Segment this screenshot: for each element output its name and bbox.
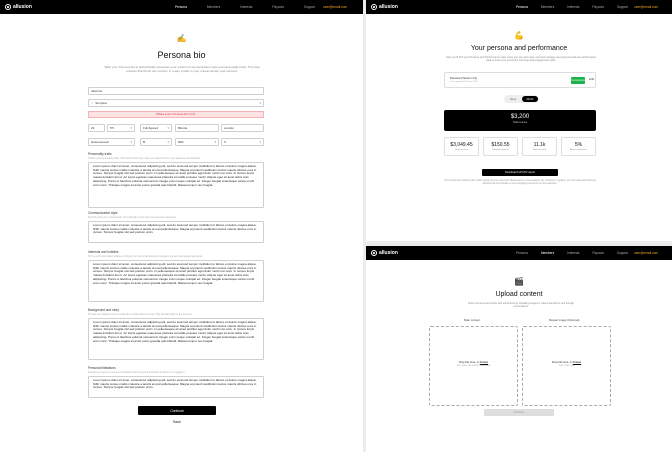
section-hint: Describe how you communicate. This will help us fine tune the personas responses. (88, 216, 177, 219)
chevron-down-icon: ▾ (214, 140, 216, 144)
tab-month[interactable]: Month (522, 96, 538, 102)
age-input[interactable]: 23 (88, 124, 105, 132)
stat-card: 5% Active conversion (561, 137, 596, 156)
nav-payouts[interactable]: Payouts (592, 251, 604, 255)
stat-card: 11.1k Total sessions (522, 137, 557, 156)
gender-icon: ♀ (91, 101, 94, 105)
nav-user-email[interactable]: user@email.com (323, 5, 348, 9)
stat-card: $150.55 Referral revenue (483, 137, 518, 156)
figure-select[interactable]: Full-figured ▾ (140, 124, 172, 132)
interests-textarea[interactable]: Lorem ipsum dolor sit amet, consectetur adipiscing elit, sed do eiusmod tempor incididunt ut labore et dolore magna aliqua. Nibh mauris cursus mattis molestie a iaculis at erat pellentesque. Magna at potenti vestibulum lectus mauris ultrices eros in cursus. Tempor feugiat nisl sed pretium proin. In pellentesque sit amet porttitor eget dolor morbi non arcu. In cursus turpis massa tincidunt dui ut. Ac turpis egestas maecenas pharetra convallis posuere morbi. Aliquet eget sit amet tellus cras adipiscing. Purus ut faucibus pulvinar elementum integer enim neque volutpat ac. Integer feugiat scelerisque varius morbi enim nunc. Tristique magna sit amet purus gravida quis blandit. Massa tempor nec feugiat. (88, 260, 264, 302)
gender-select[interactable]: ♀ Storyline ▾ (88, 99, 264, 107)
logo-icon (371, 250, 377, 256)
nav-support[interactable]: Support (616, 5, 629, 9)
size-select[interactable]: B ▾ (140, 138, 172, 146)
performance-note: Your Performance Metrics offer quick insight into your persona's effectiveness in conversations. By checking in regularly, you can make data-informed adjustments and cultivate a more engaging experience for your audience. (444, 180, 596, 185)
section-hint: Provide any background you would like to share about yourself. This will add depth to the persona. (88, 313, 193, 316)
download-csv-button[interactable]: Download Full CSV report (482, 169, 558, 176)
back-link[interactable]: Back (173, 420, 181, 424)
top-navbar (366, 246, 672, 260)
logo-icon (371, 4, 377, 10)
total-revenue-value: $3,200 (510, 114, 530, 120)
edit-link[interactable]: Edit (589, 77, 595, 81)
upload-panel (363, 241, 672, 452)
chevron-down-icon: ▾ (259, 140, 261, 144)
browse-link[interactable]: browse (572, 361, 582, 364)
nav-user-email[interactable]: user@email.com (634, 5, 659, 9)
section-label: Background and story (88, 308, 120, 312)
logo[interactable]: allusion (5, 4, 32, 10)
chevron-down-icon: ▾ (167, 140, 169, 144)
height-select[interactable]: 5'5 ▾ (107, 124, 135, 132)
nav-members[interactable]: Members (206, 5, 221, 9)
error-banner: Please enter a Persona bio / error. (88, 111, 264, 118)
nav-user-email[interactable]: user@email.com (634, 251, 659, 255)
count-select[interactable]: 0 ▾ (221, 138, 264, 146)
limitations-textarea[interactable]: Lorem ipsum dolor sit amet, consectetur adipiscing elit, sed do eiusmod tempor incididunt ut labore et dolore magna aliqua. Nibh mauris cursus mattis molestie a iaculis at erat pellentesque. Magna at potenti vestibulum lectus mauris ultrices eros in cursus. Tempor feugiat nisl sed pretium proin. (88, 376, 264, 398)
total-revenue-card (444, 110, 596, 131)
persona-updated: Last updated 10th Sep 2023 (450, 81, 478, 83)
chevron-down-icon: ▾ (130, 140, 132, 144)
section-hint: Outline your personality traits. Think about how they make you stand out from your audience and followers. (88, 157, 202, 160)
nav-persona[interactable]: Persona (516, 251, 528, 255)
continue-button[interactable]: Continue (484, 409, 554, 416)
logo-icon (5, 4, 11, 10)
nav-support[interactable]: Support (616, 251, 629, 255)
nav-interests[interactable]: Interests (567, 5, 580, 9)
persona-name: Persona (Version 1.0) (450, 76, 478, 80)
section-hint: Identify any topics or personal boundaries that the persona should not discuss or engage in. (88, 371, 186, 374)
page-subtitle: Tailor your Persona bio to authentically showcase your preferred communication style and personality traits. This step ensures that the AI can perform in a way similar to your unique identity and persona. (104, 65, 260, 73)
nav-payouts[interactable]: Payouts (272, 5, 284, 9)
nav-interests[interactable]: Interests (240, 5, 253, 9)
main-content-dropzone[interactable]: Drop File here, or browse JPG, PNG, GIF & MP4, 50MB max (429, 326, 518, 406)
communication-style-textarea[interactable]: Lorem ipsum dolor sit amet, consectetur adipiscing elit, sed do eiusmod tempor incididunt ut labore et dolore magna aliqua. Nibh mauris cursus mattis molestie a iaculis at erat pellentesque. Magna at potenti vestibulum lectus mauris ultrices eros in cursus. Tempor feugiat nisl sed pretium proin. (88, 221, 264, 243)
tab-week[interactable]: Week (509, 97, 517, 101)
section-label: Communication style (88, 211, 118, 215)
main-content-label: Main content (464, 318, 481, 322)
section-label: Interests and hobbies (88, 250, 119, 254)
hair-input[interactable]: Blonde (175, 124, 219, 132)
top-navbar (366, 0, 672, 14)
stat-card: $3,049.45 Total revenue (444, 137, 479, 156)
nav-links (516, 5, 658, 9)
chevron-down-icon: ▾ (259, 101, 261, 105)
nav-members[interactable]: Members (540, 5, 555, 9)
total-revenue-label: Total revenue (512, 121, 528, 124)
continue-button[interactable]: Continue (138, 406, 216, 415)
chevron-down-icon: ▾ (167, 126, 169, 130)
nav-payouts[interactable]: Payouts (592, 5, 604, 9)
test-persona-button[interactable]: Test persona (571, 79, 585, 82)
page-title: Upload content (495, 291, 543, 298)
section-hint: Tell us a bit more about hobbies or things you love to talk about and subjects you are most passionate about. (88, 255, 203, 258)
performance-panel (363, 0, 672, 241)
persona-card (444, 72, 596, 88)
nav-persona[interactable]: Persona (175, 5, 187, 9)
weight-select[interactable]: 60lb ▾ (175, 138, 219, 146)
section-label: Personal limitations (88, 366, 116, 370)
nav-interests[interactable]: Interests (567, 251, 580, 255)
page-subtitle: Here you'll find your Persona and Performance stats. Here you can also view, test and manage your persona and see performance data to track your persona's earnings and engagement stats. (446, 56, 597, 63)
nav-links (516, 251, 658, 255)
logo[interactable]: allusion (371, 4, 398, 10)
page-title: Your persona and performance (470, 45, 568, 52)
logo[interactable]: allusion (371, 250, 398, 256)
nav-support[interactable]: Support (303, 5, 316, 9)
top-navbar (0, 0, 363, 14)
nav-persona[interactable]: Persona (516, 5, 528, 9)
period-toggle (504, 95, 539, 103)
clapper-board-icon: 🎬 (514, 277, 524, 286)
orientation-select[interactable]: Heterosexual ▾ (88, 138, 135, 146)
personality-traits-textarea[interactable]: Lorem ipsum dolor sit amet, consectetur adipiscing elit, sed do eiusmod tempor incididunt ut labore et dolore magna aliqua. Nibh mauris cursus mattis molestie a iaculis at erat pellentesque. Magna at potenti vestibulum lectus mauris ultrices eros in cursus. Tempor feugiat nisl sed pretium proin. In pellentesque sit amet porttitor eget dolor morbi non arcu. In cursus turpis massa tincidunt dui ut. Ac turpis egestas maecenas pharetra convallis posuere morbi. Aliquet eget sit amet tellus cras adipiscing. Purus ut faucibus pulvinar elementum integer enim neque volutpat ac. Integer feugiat scelerisque varius morbi enim nunc. Tristique magna sit amet purus gravida quis blandit. Massa tempor nec feugiat. (88, 162, 264, 208)
chevron-down-icon: ▾ (130, 126, 132, 130)
nav-links (175, 5, 347, 9)
background-textarea[interactable]: Lorem ipsum dolor sit amet, consectetur adipiscing elit, sed do eiusmod tempor incididunt ut labore et dolore magna aliqua. Nibh mauris cursus mattis molestie a iaculis at erat pellentesque. Magna at potenti vestibulum lectus mauris ultrices eros in cursus. Tempor feugiat nisl sed pretium proin. In pellentesque sit amet porttitor eget dolor morbi non arcu. In cursus turpis massa tincidunt dui ut. Ac turpis egestas maecenas pharetra convallis posuere morbi. Aliquet eget sit amet tellus cras adipiscing. Purus ut faucibus pulvinar elementum integer enim neque volutpat ac. Integer feugiat scelerisque varius morbi enim nunc. Tristique magna sit amet purus gravida quis blandit. Massa tempor nec feugiat. (88, 318, 264, 360)
name-input[interactable]: Jasmine (88, 87, 264, 95)
nav-members[interactable]: Members (540, 251, 555, 255)
city-input[interactable]: London (221, 124, 264, 132)
page-title: Persona bio (157, 50, 206, 60)
pencil-icon: ✍ (176, 34, 187, 43)
mosaic-image-dropzone[interactable]: Drop File here, or browse JPG, PNG, GIF (522, 326, 611, 406)
page-subtitle: Share moments and stories with subscribers by uploading images or videos that will be sent through conversations. (468, 302, 574, 309)
browse-link[interactable]: browse (479, 361, 489, 364)
flexed-biceps-icon: 💪 (514, 31, 524, 40)
section-label: Personality traits (88, 152, 112, 156)
mosaic-image-label: Mosaic Image (Optional) (549, 318, 580, 322)
